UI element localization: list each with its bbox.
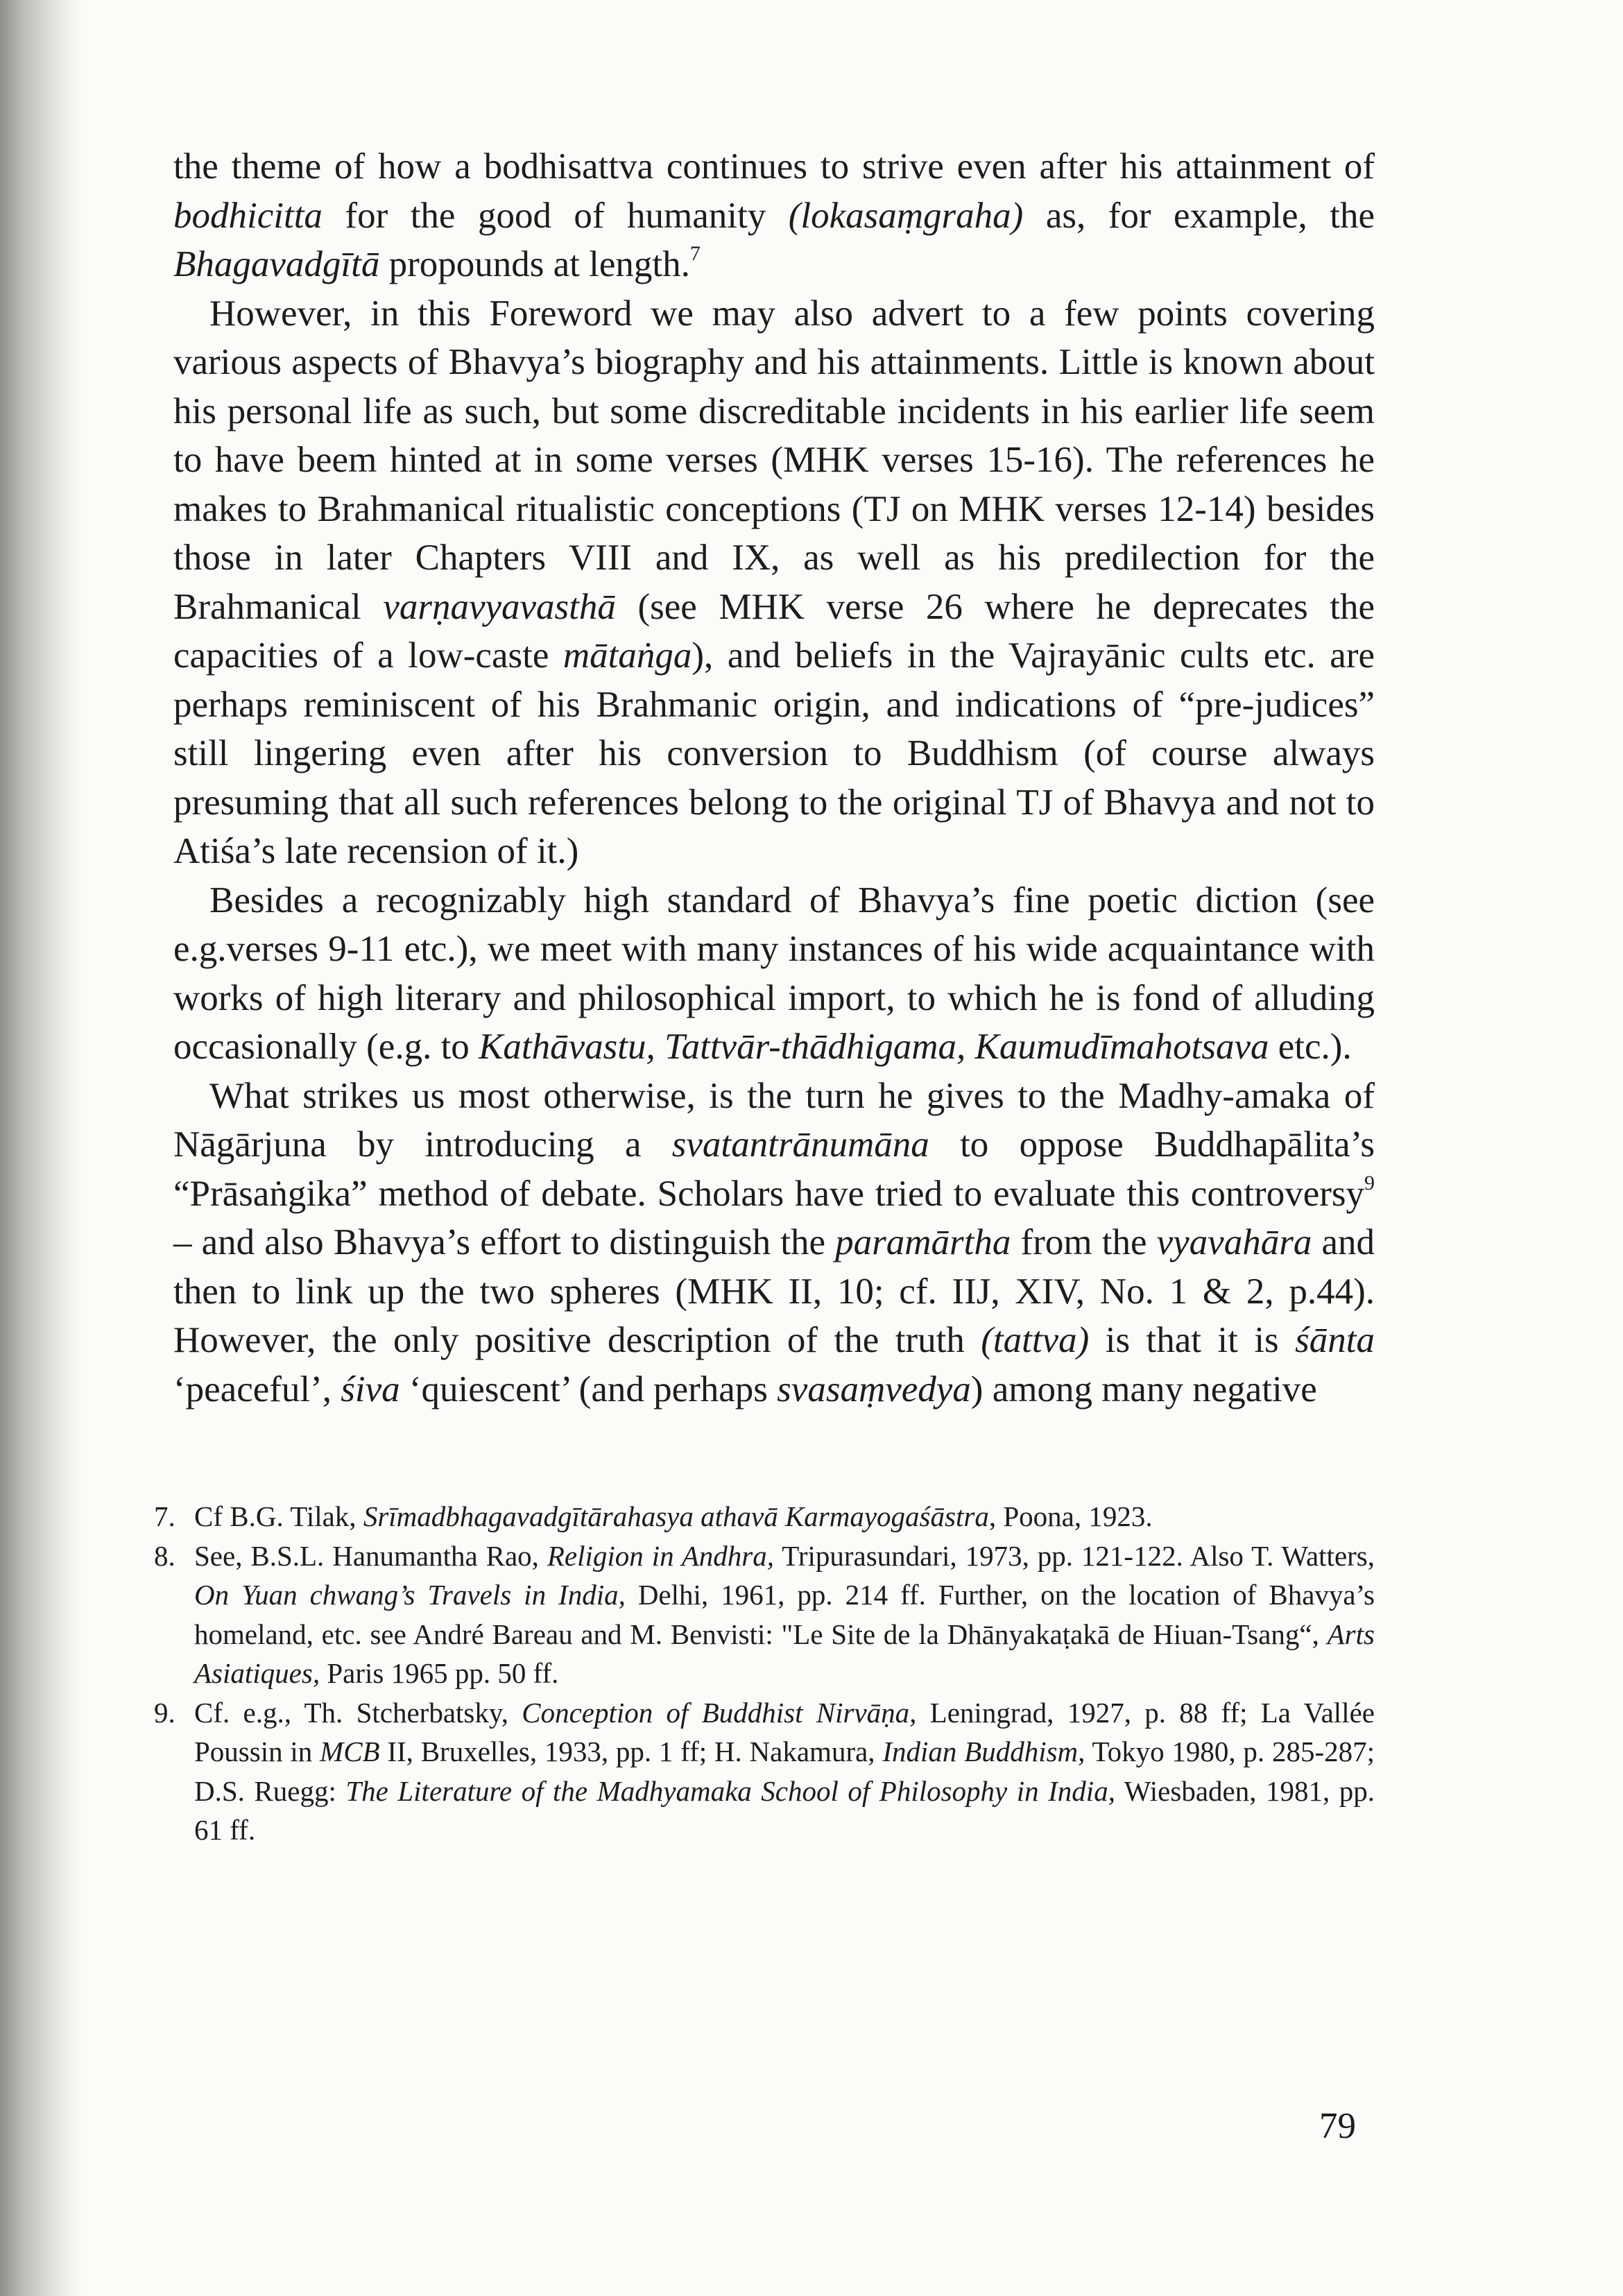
footnotes (154, 1497, 1375, 1850)
paragraph-3: Besides a recognizably high standard of Bhavya’s fine poetic diction (see e.g.verses 9-11 etc.), we meet with many instances of his wide acquaintance with works of high literary and philosophical import, to which he is fond of alluding occasionally (e.g. to Kathāvastu, Tattvār-thādhigama, Kaumudīmahotsava etc.). (173, 880, 1375, 1067)
paragraph-2: However, in this Foreword we may also advert to a few points covering various aspects of Bhavya’s biography and his attainments. Little is known about his personal life as such, but some discreditable incidents in his earlier life seem to have beem hinted at in some verses (MHK verses 15-16). The references he makes to Brahmanical ritualistic conceptions (TJ on MHK verses 12-14) besides those in later Chapters VIII and IX, as well as his predilection for the Brahmanical varṇavyavasthā (see MHK verse 26 where he deprecates the capacities of a low-caste mātaṅga), and beliefs in the Vajrayānic cults etc. are perhaps reminiscent of his Brahmanic origin, and indications of “pre-judices” still lingering even after his conversion to Buddhism (of course always presuming that all such references belong to the original TJ of Bhavya and not to Atiśa’s late recension of it.) (173, 293, 1375, 871)
page (154, 142, 1375, 1850)
footnote-8 (154, 1536, 1375, 1693)
paragraph-1: the theme of how a bodhisattva continues to strive even after his attainment of bodhicitta for the good of humanity (lokasaṃgraha) as, for example, the Bhagavadgītā propounds at length.$^7$ (173, 146, 1375, 284)
footnote-number: 8. (154, 1539, 175, 1572)
body-text (173, 142, 1375, 1414)
footnote-9 (154, 1693, 1375, 1850)
scan-edge (0, 0, 83, 2296)
footnote-7 (154, 1497, 1375, 1536)
footnote-number: 7. (154, 1500, 175, 1532)
footnote-text: Cf B.G. Tilak, Srīmadbhagavadgītārahasya athavā Karmayogaśāstra, Poona, 1923. (194, 1500, 1153, 1532)
footnote-number: 9. (154, 1696, 175, 1729)
footnote-text: See, B.S.L. Hanumantha Rao, Religion in Andhra, Tripurasundari, 1973, pp. 121-122. Also T. Watters, On Yuan chwang’s Travels in India, Delhi, 1961, pp. 214 ff. Further, on the location of Bhavya’s homeland, etc. see André Bareau and M. Benvisti: "Le Site de la Dhānyakaṭakā de Hiuan-Tsang“, Arts Asiatiques, Paris 1965 pp. 50 ff. (194, 1539, 1375, 1689)
page-number: 79 (1319, 2106, 1356, 2146)
footnote-text: Cf. e.g., Th. Stcherbatsky, Conception of Buddhist Nirvāṇa, Leningrad, 1927, p. 88 ff; La Vallée Poussin in MCB II, Bruxelles, 1933, pp. 1 ff; H. Nakamura, Indian Buddhism, Tokyo 1980, p. 285-287; D.S. Ruegg: The Literature of the Madhyamaka School of Philosophy in India, Wiesbaden, 1981, pp. 61 ff. (194, 1696, 1375, 1846)
paragraph-4: What strikes us most otherwise, is the turn he gives to the Madhy-amaka of Nāgārjuna by introducing a svatantrānumāna to oppose Buddhapālita’s “Prāsaṅgika” method of debate. Scholars have tried to evaluate this controversy$^9$ – and also Bhavya’s effort to distinguish the paramārtha from the vyavahāra and then to link up the two spheres (MHK II, 10; cf. IIJ, XIV, No. 1 & 2, p.44). However, the only positive description of the truth (tattva) is that it is śānta ‘peaceful’, śiva ‘quiescent’ (and perhaps svasaṃvedya) among many negative (173, 1075, 1375, 1410)
